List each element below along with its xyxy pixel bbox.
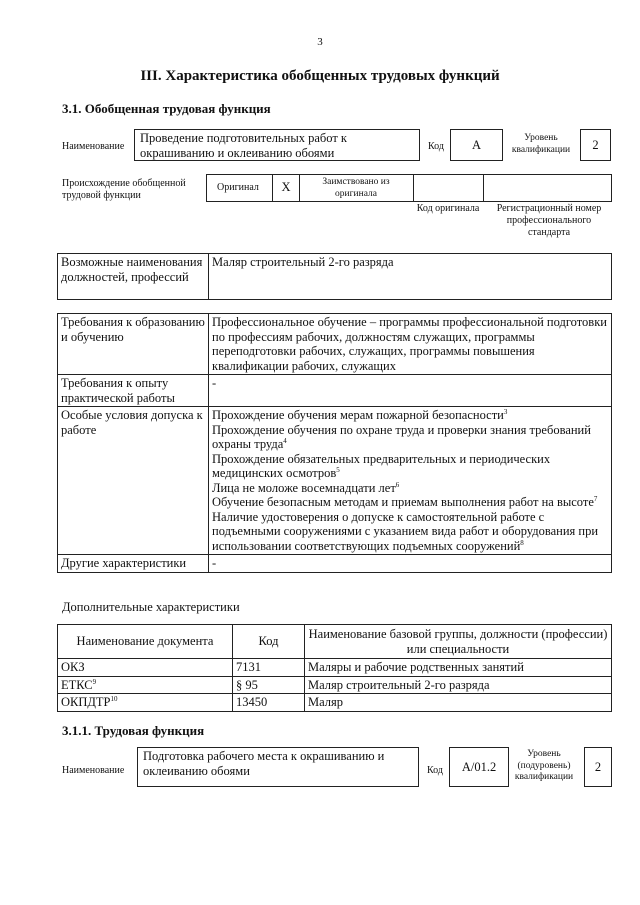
gtf-level-box: [580, 129, 611, 161]
other-label: Другие характеристики: [61, 556, 187, 570]
tf-code-label: Код: [427, 765, 443, 776]
special-item: Прохождение обучения по охране труда и проверки знания требований охраны труда$^4$: [212, 422, 591, 451]
reg-number-caption: Регистрационный номер профессионального стандарта: [496, 203, 602, 238]
table-row: [58, 694, 612, 712]
positions-table: [57, 253, 612, 300]
tf-code-box: [449, 747, 509, 787]
positions-value: Маляр строительный 2-го разряда: [212, 255, 394, 269]
row-doc: ОКЗ: [58, 659, 233, 677]
table-row: [58, 676, 612, 694]
original-label: Оригинал: [217, 182, 259, 193]
gtf-name-box: [134, 129, 420, 161]
tf-name-label: Наименование: [62, 765, 125, 776]
origin-label: Происхождение обобщенной трудовой функции: [62, 178, 186, 201]
row-doc: ЕТКС$^9$: [58, 676, 233, 694]
education-value: Профессиональное обучение – программы профессиональной подготовки по профессиям рабочих, должностям служащих, программы переподготовки рабочих, служащих, программы повышения квалификации рабочих, служащих: [212, 315, 607, 373]
gtf-level-value: 2: [592, 138, 599, 152]
gtf-heading: 3.1. Обобщенная трудовая функция: [62, 101, 271, 116]
education-label-cell: [58, 314, 209, 375]
requirements-table: [57, 313, 612, 573]
page-number: 3: [317, 36, 323, 48]
other-label-cell: [58, 555, 209, 573]
additional-heading: Дополнительные характеристики: [62, 600, 240, 614]
education-label: Требования к образованию и обучению: [61, 315, 205, 344]
special-label-cell: [58, 407, 209, 555]
original-mark: X: [281, 180, 291, 194]
tf-level-value: 2: [594, 760, 602, 774]
gtf-level-label: Уровень квалификации: [511, 133, 571, 155]
tf-level-label: Уровень (подуровень) квалификации: [514, 749, 574, 782]
origin-divider-4: [483, 174, 484, 202]
education-value-cell: [209, 314, 612, 375]
tf-name-box: [137, 747, 419, 787]
gtf-name-label: Наименование: [62, 141, 125, 152]
col-name-header: Наименование базовой группы, должности (профессии) или специальности: [305, 625, 612, 659]
col-doc-header: Наименование документа: [58, 625, 233, 659]
special-value-cell: [209, 407, 612, 555]
row-code: 13450: [233, 694, 305, 712]
row-name: Маляр строительный 2-го разряда: [305, 676, 612, 694]
special-item: Прохождение обучения мерам пожарной безопасности$^3$: [212, 407, 508, 422]
experience-value-cell: [209, 375, 612, 407]
row-name: Маляр: [305, 694, 612, 712]
experience-label: Требования к опыту практической работы: [61, 376, 175, 405]
special-item: Лица не моложе восемнадцати лет$^6$: [212, 480, 400, 495]
tf-heading: 3.1.1. Трудовая функция: [62, 723, 205, 738]
special-item: Обучение безопасным методам и приемам выполнения работ на высоте$^7$: [212, 494, 598, 509]
gtf-code-value: А: [471, 138, 482, 152]
gtf-name-value: Проведение подготовительных работ к окрашиванию и оклеиванию обоями: [140, 131, 347, 160]
other-value: -: [212, 556, 217, 570]
origin-divider-2: [299, 174, 300, 202]
positions-value-cell: [209, 254, 612, 300]
row-name: Маляры и рабочие родственных занятий: [305, 659, 612, 677]
tf-name-value: Подготовка рабочего места к окрашиванию и оклеиванию обоями: [143, 749, 385, 778]
positions-label: Возможные наименования должностей, профессий: [61, 255, 203, 284]
special-item: Прохождение обязательных предварительных и периодических медицинских осмотров$^5$: [212, 451, 551, 480]
row-doc: ОКПДТР$^{10}$: [58, 694, 233, 712]
borrowed-label: Заимствовано из оригинала: [322, 177, 390, 199]
gtf-code-label: Код: [428, 141, 444, 152]
other-value-cell: [209, 555, 612, 573]
table-row: [58, 659, 612, 677]
positions-label-cell: [58, 254, 209, 300]
special-item: Наличие удостоверения о допуске к самостоятельной работе с подъемными сооружениями с указанием вида работ и оборудования при использовании соответствующих подъемных сооружений$^8$: [212, 509, 599, 553]
origin-divider-3: [413, 174, 414, 202]
tf-level-box: [584, 747, 612, 787]
experience-label-cell: [58, 375, 209, 407]
section-title: III. Характеристика обобщенных трудовых функций: [140, 68, 500, 84]
special-label: Особые условия допуска к работе: [61, 408, 203, 437]
row-code: § 95: [233, 676, 305, 694]
tf-code-value: А/01.2: [461, 760, 497, 774]
additional-table: [57, 624, 612, 712]
experience-value: -: [212, 376, 217, 390]
gtf-code-box: [450, 129, 503, 161]
col-code-header: Код: [233, 625, 305, 659]
origin-code-caption: Код оригинала: [416, 203, 480, 214]
row-code: 7131: [233, 659, 305, 677]
